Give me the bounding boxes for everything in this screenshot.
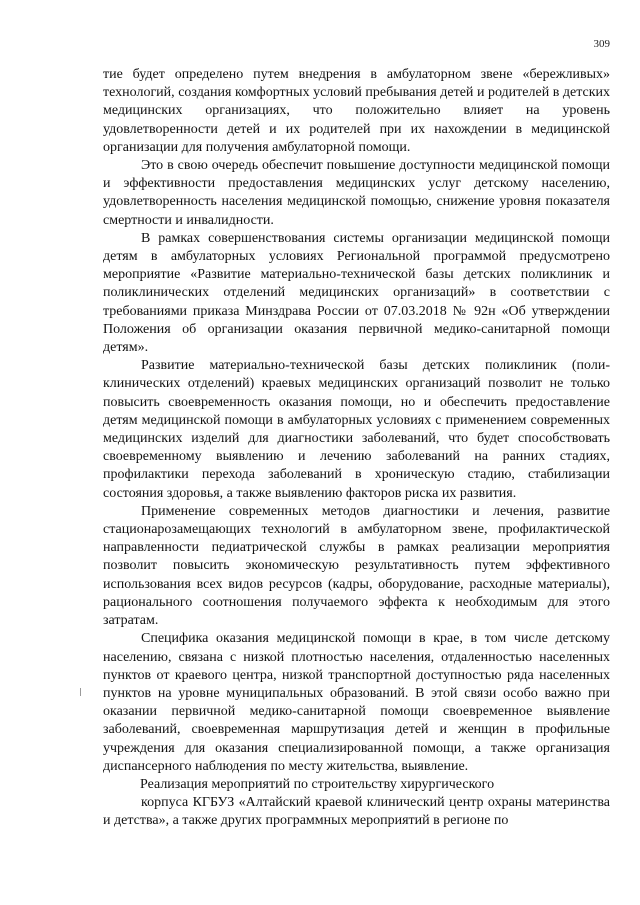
paragraph-7-line-1: Реализация мероприятий по строительству хирургического (140, 776, 495, 792)
paragraph-7-continuation: корпуса КГБУЗ «Алтайский краевой клинический центр охраны материнства и детства», а также других программных мероприятий в регионе по (103, 795, 610, 829)
paragraph-3: В рамках совершенствования системы организации медицинской помощи детям в амбулаторных условиях Региональной программой предусмотрено мероприятие «Развитие материально-технической базы детских поликлиник и поликлинических отделений медицинских организаций» в соответствии с требованиями приказа Минздрава России от 07.03.2018 № 92н «Об утверждении Положения об организации оказания первичной медико-санитарной помощи детям». (103, 230, 610, 356)
paragraph-4: Развитие материально-технической базы детских поликлиник (поликлинических отделений) краевых медицинских организаций позволит не только повысить своевременность оказания помощи, но и обеспечить предоставление детям медицинской помощи в амбулаторных условиях с применением современных медицинских изделий для диагностики заболеваний, что будет способствовать своевременному выявлению и лечению заболеваний на ранних стадиях, профилактики перехода заболеваний в хроническую стадию, стабилизации состояния здоровья, а также выявлению факторов риска их развития. (103, 358, 610, 501)
paragraph-2: Это в свою очередь обеспечит повышение доступности медицинской помощи и эффективности предоставления медицинских услуг детскому населению, удовлетворенность населения медицинской помощью, снижение уровня показателя смертности и инвалидности. (103, 158, 610, 228)
margin-mark (80, 688, 81, 696)
page-number: 309 (593, 38, 610, 50)
paragraph-1: тие будет определено путем внедрения в амбулаторном звене «бережливых» технологий, создания комфортных условий пребывания детей и родителей в детских медицинских организациях, что положительно влияет на уровень удовлетворенности детей и их родителей при их нахождении в медицинской организации для получения амбулаторной помощи. (103, 67, 610, 155)
paragraph-5: Применение современных методов диагностики и лечения, развитие стационарозамещающих технологий в амбулаторном звене, профилактической направленности педиатрической службы в рамках реализации мероприятия позволит повысить экономическую результативность путем эффективного использования всех видов ресурсов (кадры, оборудование, расходные материалы), рационального соотношения получаемого эффекта к необходимым для этого затратам. (103, 503, 610, 629)
paragraph-6: Специфика оказания медицинской помощи в крае, в том числе детскому населению, связана с низкой плотностью населения, отдаленностью населенных пунктов от краевого центра, низкой транспортной доступностью ряда населенных пунктов на уровне муниципальных образований. В этой связи особо важно при оказании первичной медико-санитарной помощи своевременное выявление заболеваний, своевременная маршрутизация детей и женщин в профильные учреждения для оказания специализированной помощи, а также организация диспансерного наблюдения по месту жительства, выявление. (103, 631, 610, 774)
body-text (103, 66, 610, 831)
